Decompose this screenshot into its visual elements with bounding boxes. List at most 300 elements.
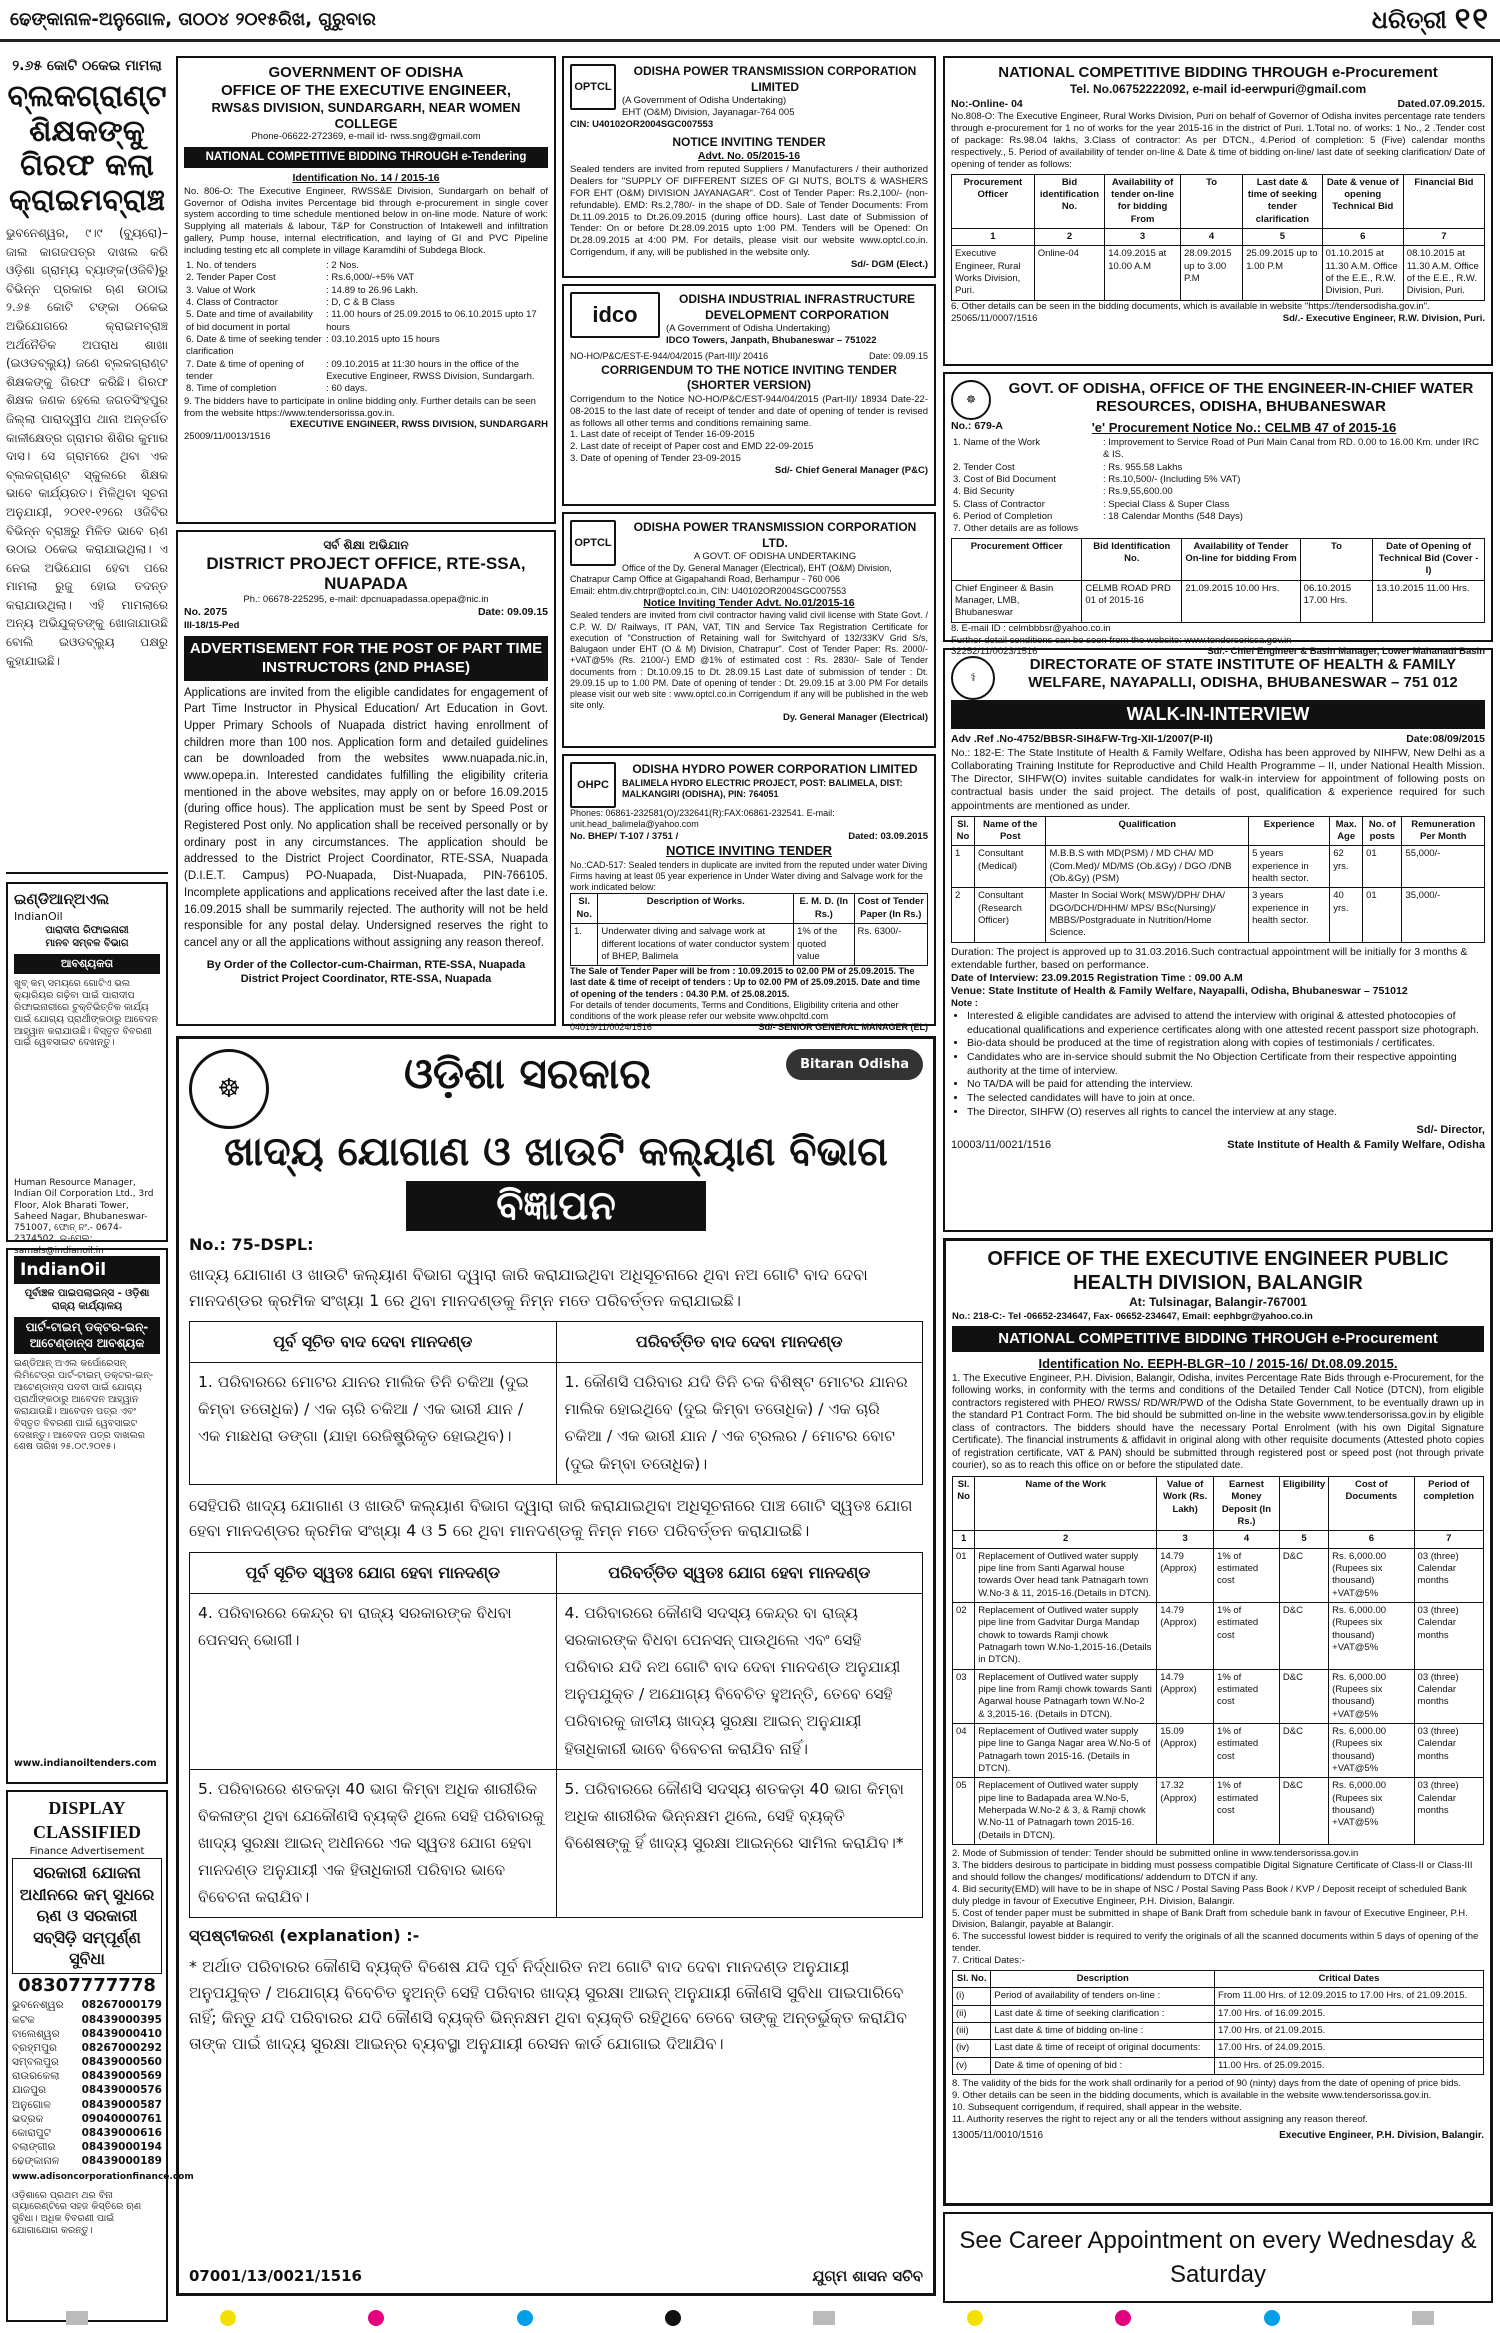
note-item: • Candidates who are in-service should submit the No Objection Certificate from their respective appointing authority at the time of interview. [967,1051,1485,1078]
table-cell: 03 (three) Calendar months [1414,1778,1483,1845]
table-cell: Underwater diving and salvage work at different locations of water conductor system of BHEP, Balimela [598,924,794,966]
odisha-seal-icon: ☸ [951,380,991,420]
table-cell: : Rs. 955.58 Lakhs [1103,461,1183,473]
table-cell: 1. [571,924,598,966]
ad-water-resources [943,372,1493,658]
table-cell: Procurement Officer [952,538,1082,580]
table-cell: 5. Class of Contractor [953,498,1045,510]
table-cell: ପରିବର୍ତ୍ତିତ ସ୍ୱତଃ ଯୋଗ ହେବା ମାନଦଣ୍ଡ [556,1552,923,1593]
table-cell: : 2 Nos. [326,259,359,271]
branch-phone: 08439000616 [81,2126,162,2139]
cls-phone: 08307777778 [18,1975,156,1997]
sihfw-title: DIRECTORATE OF STATE INSTITUTE OF HEALTH & FAMILY WELFARE, NAYAPALLI, ODISHA, BHUBANESWAR – 751 012 [1028,656,1458,691]
ohpc-logo-icon: OHPC [570,762,616,808]
story-headline: ବ୍ଲକଗ୍ରାଣ୍ଟ ଶିକ୍ଷକଙ୍କୁ ଗିରଫ କଲା କ୍ରାଇମବ୍ରାଞ୍ଚ [7,79,167,218]
branch-name: କୋରାପୁଟ [12,2126,51,2139]
branch-phone: 08439000587 [81,2098,162,2111]
rwss-phone: Phone-06622-272369, e-mail id- rwss.sng@gmail.com [251,131,481,143]
io1-l1: ପାରାଦୀପ ରିଫାଇନାରୀ [45,924,129,936]
rwss-l3: RWS&S DIVISION, SUNDARGARH, NEAR WOMEN COLLEGE [211,100,521,131]
table-cell: No. of posts [1363,816,1402,846]
puri-text: No.808-O: The Executive Engineer, Rural Works Division, Puri on behalf of Governor of Odisha invites percentage rate tenders through e-procurement for 1 no of works for the year 2015-16 in the district of Puri. 1.Total no. of works: 1 No., 2 .Tender cost of package: Rs.98.04 lakhs, 3.Class of contractor: As per DTCN., 4.Period of completion: 5 (Five) calendar months respectively., 5. Period of availability of tender on-line & Date & time of bidding on-line/ last date of seeking clarification/ Date of opening of tender as follows: [951,111,1485,170]
table-row [184,383,548,395]
dpo-title: DISTRICT PROJECT OFFICE, RTE-SSA, NUAPADA [206,553,526,593]
dpo-no: No. 2075 [184,606,228,619]
column-right [943,56,1493,2303]
table-cell: 3 years experience in health sector. [1249,888,1330,942]
food-para-2: ସେହିପରି ଖାଦ୍ୟ ଯୋଗାଣ ଓ ଖାଉଟି କଲ୍ୟାଣ ବିଭାଗ ଦ୍ୱାରା ଜାରି କରାଯାଇଥିବା ଅଧିସୂଚନାରେ ପାଞ୍ଚ ଗୋଟି ସ୍ୱତଃ ଯୋଗ ହେବା ମାନଦଣ୍ଡର କ୍ରମିକ ସଂଖ୍ୟା 4 ଓ 5 ରେ ଥିବା ମାନଦଣ୍ଡକୁ ନିମ୍ନ ମତେ ପରିବର୍ତ୍ତନ କରାଯାଇଛି। [189,1495,913,1541]
idco-text: Corrigendum to the Notice NO-HO/P&C/EST-944/04/2015 (Part-II)/ 18934 Date-22-08-2015 to the last date of receipt of tender and date of opening of tender is revised as follows all other terms and conditions remaining same. [570,393,928,429]
table-cell: 5 [1243,228,1322,245]
ad-sihfw-walk-in [943,648,1493,1232]
table-cell: 14.09.2015 at 10.00 A.M [1105,246,1181,300]
table-cell: Description [991,1970,1215,1987]
table-row [951,486,1485,498]
table-cell: Last date & time of seeking tender clarification [1243,174,1322,228]
food-no: No.: 75-DSPL: [189,1235,314,1254]
table-cell: 4 [1180,228,1242,245]
wr-sign: Sd/.- Chief Engineer & Basin Manager, Lower Mahanadi Basin [1207,646,1485,658]
table-cell: 05 [953,1778,975,1845]
io1-brand: ଇଣ୍ଡିଆନ୍‌ଅଏଲ [14,890,110,908]
table-cell: Availability of tender on-line for bidding From [1105,174,1181,228]
optcl2-title: ODISHA POWER TRANSMISSION CORPORATION LTD. [633,520,917,550]
table-cell: 2 [952,888,975,942]
wr-title: GOVT. OF ODISHA, OFFICE OF THE ENGINEER-IN-CHIEF WATER RESOURCES, ODISHA, BHUBANESWAR [1008,380,1474,415]
puri-tel: Tel. No.06752222092, e-mail id-eerwpuri@gmail.com [1069,82,1367,96]
ad-rwss-sundargarh [176,56,556,524]
branch-name: ବଲାଙ୍ଗୀର [12,2141,56,2154]
phd-addr: At: Tulsinagar, Balangir-767001 [1129,1295,1307,1309]
food-sign: ଯୁଗ୍ମ ଶାସନ ସଚିବ [812,2267,923,2285]
ad-display-classified [6,1790,194,2322]
table-cell: ପରିବର୍ତ୍ତିତ ବାଦ ଦେବା ମାନଦଣ୍ଡ [556,1322,923,1363]
table-cell: Online-04 [1034,246,1104,300]
branch-phone: 08439000395 [81,2013,162,2026]
sihfw-sign2: State Institute of Health & Family Welfare, Odisha [1227,1138,1485,1151]
phd-code: 13005/11/0010/1516 [952,2130,1044,2142]
io1-l2: ମାନବ ସମ୍ବଳ ବିଭାଗ [45,937,129,949]
wr-email: 8. E-mail ID : celmbbbsr@yahoo.co.in [951,622,1111,634]
ad-indianoil-2 [6,1248,168,1784]
table-cell: 3. Value of Work [186,284,256,296]
ohpc-code: 04019/11/0024/1516 [570,1022,652,1033]
table-cell: Last date & time of receipt of original documents: [991,2040,1215,2057]
table-cell: Sl. No. [953,1970,991,1987]
table-cell: 7 [1403,228,1484,245]
ohpc-bar: NOTICE INVITING TENDER [665,842,833,858]
table-row [953,2005,1484,2022]
table-row [951,523,1485,535]
table-cell: ପୂର୍ବ ସୂଚିତ ବାଦ ଦେବା ମାନଦଣ୍ଡ [190,1322,557,1363]
note-item: • No TA/DA will be paid for attending the interview. [967,1078,1485,1092]
table-cell: CELMB ROAD PRD 01 of 2015-16 [1082,580,1182,622]
table-cell: Replacement of Outlived water supply pipe line from Gadvitar Durga Mandap chowk to towards Ramji chowk Patnagarh town W.No-1,2015-16.(Details in DTCN). [975,1602,1157,1669]
table-row [953,1548,1484,1602]
branch-phone-row [12,2041,162,2055]
table-cell: Consultant (Research Officer) [975,888,1046,942]
table-cell: Rs. 6,000.00 (Rupees six thousand) +VAT@5% [1329,1669,1414,1723]
brand-name: ଧରିତ୍ରୀ [1371,5,1447,34]
registration-mark [1412,2311,1434,2325]
puri-note: 6. Other details can be seen in the bidding documents, which is available in website "https://tendersodisha.gov.in". [951,300,1430,312]
branch-phone: 08439000189 [81,2155,162,2168]
rwss-sign: EXECUTIVE ENGINEER, RWSS DIVISION, SUNDARGARH [290,419,548,431]
table-cell: 17.00 Hrs. of 24.09.2015. [1215,2040,1484,2057]
table-cell: Earnest Money Deposit (In Rs.) [1214,1476,1280,1530]
table-row [184,297,548,309]
table-cell: Value of Work (Rs. Lakh) [1157,1476,1214,1530]
optcl1-bar: NOTICE INVITING TENDER [672,134,826,149]
table-cell: (iii) [953,2022,991,2039]
term-item: 9. Other details can be seen in the bidding documents, which is available in the website www.tendersorissa.gov.in. [952,2089,1432,2101]
table-cell: Executive Engineer, Rural Works Division, Puri. [952,246,1035,300]
table-cell: 4. ପରିବାରରେ କୌଣସି ସଦସ୍ୟ କେନ୍ଦ୍ର ବା ରାଜ୍ୟ ସରକାରଙ୍କ ବିଧବା ପେନସନ୍‌ ପାଉଥିଲେ ଏବଂ ସେହି ପରିବାର ଯଦି ନଅ ଗୋଟି ବାଦ ଦେବା ମାନଦଣ୍ଡ ଅନୁଯାୟୀ ଅନୁପଯୁକ୍ତ / ଅଯୋଗ୍ୟ ବିବେଚିତ ହୁଅନ୍ତି, ତେବେ ସେହି ପରିବାରକୁ ଜାତୀୟ ଖାଦ୍ୟ ସୁରକ୍ଷା ଆଇନ୍‌ ଅନୁଯାୟୀ ହିତାଧିକାରୀ ଭାବେ ବିବେଚନା କରାଯିବ ନାହିଁ। [556,1593,923,1769]
food-notice-label: ବିଜ୍ଞାପନ [406,1181,706,1231]
table-row [951,474,1485,486]
branch-phone: 08267000179 [81,1999,162,2012]
table-row [953,1602,1484,1669]
branch-phone-row [12,2154,162,2168]
branch-phone: 08267000292 [81,2041,162,2054]
ohpc-sub: BALIMELA HYDRO ELECTRIC PROJECT, POST: BALIMELA, DIST: MALKANGIRI (ODISHA), PIN: 764051 [622,777,903,799]
table-cell: : Special Class & Super Class [1103,498,1230,510]
branch-name: ଢେଙ୍କାନାଳ [12,2155,60,2168]
branch-phone: 08439000410 [81,2027,162,2040]
food-expl: * ଅର୍ଥାତ ପରିବାରର କୌଣସି ବ୍ୟକ୍ତି ବିଶେଷ ଯଦି ପୂର୍ବ ନିର୍ଦ୍ଧାରିତ ନଅ ଗୋଟି ବାଦ ଦେବା ମାନଦଣ୍ଡ ଅନୁଯାୟୀ ଅନୁପଯୁକ୍ତ / ଅଯୋଗ୍ୟ ବିବେଚିତ ହୁଅନ୍ତି ସେହି ପରିବାର ଖାଦ୍ୟ ସୁରକ୍ଷା ଆଇନ୍‌ ଅନୁଯାୟୀ କୌଣସି ସୁବିଧା ପାଇପାରିବେ ନାହିଁ; କିନ୍ତୁ ଯଦି ପରିବାରର ଯଦି କୌଣସି ବ୍ୟକ୍ତି ଭିନ୍ନକ୍ଷମ ଥିବା ବ୍ୟକ୍ତି ରହିଥିବେ ତେବେ ତାଙ୍କୁ ଅନ୍ତର୍ଭୁକ୍ତ କରାଯିବ ତାଙ୍କ ପାଇଁ ଖାଦ୍ୟ ସୁରକ୍ଷା ଆଇନ୍‌ର ବ୍ୟବସ୍ଥା ଅନୁଯାୟୀ ରେସନ କାର୍ଡ ଯୋଗାଇ ଦିଆଯିବ। [189,1957,907,2054]
table-cell: Eligibility [1279,1476,1328,1530]
io2-brand: IndianOil [14,1256,160,1284]
optcl1-sub2: EHT (O&M) Division, Jayanagar-764 005 [622,107,795,119]
table-cell: : 60 days. [326,383,368,395]
story-kicker: ୨.୬୫ କୋଟି ଠକେଇ ମାମଲା [12,58,162,74]
sihfw-code: 10003/11/0021/1516 [951,1138,1052,1151]
table-cell: 03 (three) Calendar months [1414,1548,1483,1602]
table-row [184,309,548,334]
table-cell: 1. Name of the Work [953,436,1040,448]
note-item: • The selected candidates will have to join at once. [967,1092,1485,1106]
table-cell: 6 [1329,1531,1414,1548]
table-cell: Last date & time of bidding on-line : [991,2022,1215,2039]
branch-name: ଯାଜପୁର [12,2084,46,2097]
registration-dot-magenta [1115,2310,1131,2326]
branch-name: କଟକ [12,2013,35,2026]
table-cell: 5 [1279,1531,1328,1548]
table-cell: : 14.89 to 26.96 Lakh. [326,284,418,296]
table-cell: 14.79 (Approx) [1157,1602,1214,1669]
table-cell: (v) [953,2057,991,2074]
table-cell: D&C [1279,1602,1328,1669]
idco-ref: NO-HO/P&C/EST-E-944/04/2015 (Part-III)/ 20416 [570,350,769,361]
table-cell: Replacement of Outlived water supply pipe line from Ramji chowk towards Santi Agarwal house Patnagarh town W.No-2 & 3,2015-16. (Details in DTCN). [975,1669,1157,1723]
branch-phone: 09040000761 [81,2112,162,2125]
table-cell: : 03.10.2015 upto 15 hours [326,333,440,345]
table-cell: Cost of Documents [1329,1476,1414,1530]
registration-mark [813,2311,835,2325]
io2-l1: ପୂର୍ବାଞ୍ଚଳ ପାଇପଲାଇନ୍ସ - ଓଡ଼ିଶା ରାଜ୍ୟ କାର୍ଯ୍ୟାଳୟ [24,1288,150,1313]
table-cell: 03 (three) Calendar months [1414,1602,1483,1669]
term-item: 10. Subsequent corrigendum, if required, shall appear in the website. [952,2101,1242,2113]
table-cell: 55,000/- [1402,846,1485,888]
table-cell: Replacement of Outlived water supply pipe line to Ganga Nagar area W.No-5 of Patnagarh town 2015-16. (Details in DTCN). [975,1724,1157,1778]
idco-sub: (A Government of Odisha Undertaking) [666,323,831,335]
io2-bar: ପାର୍ଟ-ଟାଇମ୍‌ ଡକ୍ଟର-ଇନ୍‌-ଆଟେଣ୍ଡାନ୍ସ ଆବଶ୍ୟକ [14,1317,160,1354]
branch-name: ଭଦ୍ରକ [12,2112,44,2125]
table-row [952,580,1485,622]
food-dept-title: ଖାଦ୍ୟ ଯୋଗାଣ ଓ ଖାଉଟି କଲ୍ୟାଣ ବିଭାଗ [224,1129,888,1175]
branch-phone-row [12,2055,162,2069]
optcl1-sub1: (A Government of Odisha Undertaking) [622,95,787,107]
table-cell: Date of Opening of Technical Bid (Cover - I) [1373,538,1485,580]
optcl1-title: ODISHA POWER TRANSMISSION CORPORATION LIMITED [633,64,917,94]
optcl2-sign: Dy. General Manager (Electrical) [782,711,928,723]
table-cell: Remuneration Per Month [1402,816,1485,846]
ad-dpo-nuapada [176,530,556,1026]
phd-no: No.: 218-C:- [952,1310,1006,1322]
table-cell: Description of Works. [598,894,794,924]
table-cell: Rs. 6,000.00 (Rupees six thousand) +VAT@5% [1329,1724,1414,1778]
table-cell: 03 (three) Calendar months [1414,1669,1483,1723]
table-cell: Last date & time of seeking clarification : [991,2005,1215,2022]
rwss-ident: Identification No. 14 / 2015-16 [292,172,440,184]
table-cell: 3 [1157,1531,1214,1548]
idco-title: ODISHA INDUSTRIAL INFRASTRUCTURE DEVELOPMENT CORPORATION [679,292,915,322]
table-cell: Bid Identification No. [1082,538,1182,580]
phd-bar: NATIONAL COMPETITIVE BIDDING THROUGH e-Procurement [952,1326,1484,1352]
table-cell: 01 [1363,846,1402,888]
phd-terms [952,1848,1484,1967]
table-cell: 1 [952,846,975,888]
table-cell: 1% of the quoted value [794,924,854,966]
wr-schedule-table [951,538,1485,623]
dpo-sign1: By Order of the Collector-cum-Chairman, RTE-SSA, Nuapada [206,958,526,971]
table-header-row [190,1322,923,1363]
optcl1-sign: Sd/- DGM (Elect.) [850,259,928,271]
cls-sub: Finance Advertisement [29,1845,145,1857]
table-row [953,1988,1484,2005]
table-cell: (iv) [953,2040,991,2057]
branch-phone: 08439000560 [81,2056,162,2069]
table-cell: Max. Age [1330,816,1363,846]
puri-schedule-table [951,174,1485,301]
table-cell: 6. Period of Completion [953,510,1053,522]
optcl-logo-icon: OPTCL [570,64,616,110]
branch-name: ଭୁବନେଶ୍ୱର [12,1999,64,2012]
brand [1372,2,1490,37]
rwss-text: No. 806-O: The Executive Engineer, RWSS&E Division, Sundargarh on behalf of Governor of Odisha invites Percentage bid through e-procurement in single cover system according to time schedule mentioned below in on-line mode. Nature of work: Supplying all materials & labour, T&P for Construction of Intakewell and infiltration gallery, Pump house, internal electrification, and laying of GI and PVC Pipeline including testing etc all complete in village Karamdihi of Subdega Block. [184,185,548,257]
table-cell: Bid identification No. [1034,174,1104,228]
ad-optcl-jayanagar [562,56,936,278]
table-cell: Date & time of opening of bid : [991,2057,1215,2074]
table-cell: Replacement of Outlived water supply pipe line from Santi Agarwal house towards Over head tank Patnagarh town W.No-3 & 11, 2015-16.(Details in DTCN). [975,1548,1157,1602]
term-item: 2. Mode of Submission of tender: Tender should be submitted online in www.tendersorissa.gov.in [952,1848,1359,1860]
branch-phone: 08439000194 [81,2141,162,2154]
registration-dot-cyan [517,2310,533,2326]
table-number-row [952,228,1485,245]
table-cell: 1% of estimated cost [1214,1669,1280,1723]
table-row [953,2022,1484,2039]
table-cell: 1. ପରିବାରରେ ମୋଟର ଯାନର ମାଲିକ ତିନି ଚକିଆ (ଦୁଇ କିମ୍ବା ତତୋଧିକ) / ଏକ ଚାରି ଚକିଆ / ଏକ ଭାରୀ ଯାନ / ଏକ ମାଛଧରା ଡଙ୍ଗା (ଯାହା ରେଜିଷ୍ଟ୍ରିକୃତ ହୋଇଥିବ)। [190,1363,557,1485]
wr-code: 32252/11/0023/1516 [951,646,1038,658]
table-cell: 5. Date and time of availability of bid document in portal [186,309,313,333]
registration-dot-black [665,2310,681,2326]
table-cell: 02 [953,1602,975,1669]
ohpc-note: For details of tender documents, Terms and Conditions, Eligibility criteria and other conditions of the work please refer our website www.ohpcltd.com [570,999,899,1022]
branch-phone-row [12,2027,162,2041]
table-cell: 17.00 Hrs. of 16.09.2015. [1215,2005,1484,2022]
sihfw-duration: Duration: The project is approved up to 31.03.2016.Such contractual appointment will be initially for 3 months & extendable further, based on performance. [951,945,1468,971]
table-row [952,246,1485,300]
branch-phone-row [12,2083,162,2097]
table-row [953,1669,1484,1723]
term-item: 8. The validity of the bids for the work shall ordinarily for a period of 90 (ninty) days from the date of opening of price bids. [952,2077,1461,2089]
table-cell: : Rs.6,000/-+5% VAT [326,272,415,284]
table-cell: 1. No. of tenders [186,259,257,271]
table-cell: 6 [1322,228,1403,245]
optcl1-advt: Advt. No. 05/2015-16 [697,150,801,163]
table-header-row [953,1970,1484,1987]
ad-rw-puri [943,56,1493,366]
food-gov-title: ଓଡ଼ିଶା ସରକାର [403,1049,652,1098]
ohpc-title: ODISHA HYDRO POWER CORPORATION LIMITED [632,762,918,776]
table-cell: 2 [1034,228,1104,245]
food-inclusion-table [189,1552,923,1918]
table-cell: D&C [1279,1548,1328,1602]
ad-idco [562,284,936,506]
table-cell: To [1300,538,1373,580]
term-item: 4. Bid security(EMD) will have to be in shape of NSC / Postal Saving Pass Book / KVP / Deposit receipt of scheduled Bank duly pledge in favour of Executive Engineer, P.H. Division, Balangir. [952,1883,1467,1907]
io2-text: ଇଣ୍ଡିଆନ୍‌ ଅଏଲ କର୍ପୋରେସନ୍‌ ଲିମିଟେଡ୍‌ର ପାର୍ଟ-ଟାଇମ୍‌ ଡକ୍ଟର-ଇନ୍‌-ଆଟେଣ୍ଡାନ୍ସ ପଦବୀ ପାଇଁ ଯୋଗ୍ୟ ପ୍ରାର୍ଥୀଙ୍କଠାରୁ ଆବେଦନ ଆହ୍ୱାନ କରାଯାଉଛି। ଆବେଦନ ପତ୍ର ଏବଂ ବିସ୍ତୃତ ବିବରଣୀ ପାଇଁ ୱେବସାଇଟ ଦେଖନ୍ତୁ। ଆବେଦନ ପତ୍ର ଦାଖଲର ଶେଷ ତାରିଖ ୨୫.୦୯.୨୦୧୫। [14,1358,154,1453]
sihfw-text: No.: 182-E: The State Institute of Health & Family Welfare, Odisha has been approved by NIHFW, New Delhi as a Collaborating Training Institute for Reproductive and Child Health Programme – II, under National Health Mission. The Director, SIHFW(O) invites suitable candidates for walk-in interview for appointment of following posts on contractual basis under the said project. The details of post, qualification & experience required for such appointments are mentioned as under. [951,747,1485,812]
table-cell: To [1180,174,1242,228]
food-exclusion-table [189,1321,923,1485]
table-cell: Procurement Officer [952,174,1035,228]
idco-addr: IDCO Towers, Janpath, Bhubaneswar – 751022 [666,335,877,347]
table-cell: 4. ପରିବାରରେ କେନ୍ଦ୍ର ବା ରାଜ୍ୟ ସରକାରଙ୍କ ବିଧବା ପେନସନ୍‌ ଭୋଗୀ। [190,1593,557,1769]
table-cell: 7. Date & time of opening of tender [186,358,304,382]
branch-name: ଅନୁଗୋଳ [12,2098,51,2111]
table-cell: Qualification [1046,816,1249,846]
table-row [190,1363,923,1485]
sihfw-notes [951,1010,1485,1119]
table-cell: 6. Date & time of seeking tender clarification [186,333,322,358]
story-body: ଭୁବନେଶ୍ୱର, ୯।୯ (ବ୍ୟୁରୋ)– ଜାଲ କାଗଜପତ୍ର ଦାଖଲ କରି ଓଡ଼ିଶା ଗ୍ରାମ୍ୟ ବ୍ୟାଙ୍କ(ଓଜିବି)ରୁ ବିଭିନ୍ନ ପ୍ରକାର ଋଣ ଉଠାଇ ୨.୬୫ କୋଟି ଟଙ୍କା ଠକେଇ ଅଭିଯୋଗରେ କ୍ରାଇମବ୍ରାଞ୍ଚ ଅର୍ଥନୈତିକ ଅପରାଧ ଶାଖା (ଇଓଡବ୍ଲ୍ୟୁ) ଜଣେ ବ୍ଲକଗ୍ରାଣ୍ଟ ଶିକ୍ଷକଙ୍କୁ ଗିରଫ କରିଛି। ଗିରଫ ଶିକ୍ଷକ ଜଣକ ହେଲେ ଜଗତସିଂହପୁର ଜିଲ୍ଲା ପାରାଦ୍ୱୀପ ଥାନା ଅନ୍ତର୍ଗତ କାଳୀକ୍ଷେତ୍ର ଗ୍ରାମର ଶିଶିର କୁମାର ଦାସ। ସେ ଗ୍ରାମରେ ଥିବା ଏକ ବ୍ଲକଗ୍ରାଣ୍ଟ ସ୍କୁଲରେ ଶିକ୍ଷକ ଭାବେ କାର୍ଯ୍ୟରତ। ମିଳିଥିବା ସୂଚନା ଅନୁଯାୟୀ, ୨୦୧୧-୧୨ରେ ଓଜିବିର ବିଭିନ୍ନ ବ୍ରାଞ୍ଚରୁ ମିଳିତ ଭାବେ ଋଣ ଉଠାଇ ଠକେଇ କରାଯାଇଥିଲା। ଏ ନେଇ ଅଭିଯୋଗ ହେବା ପରେ ମାମଲା ରୁଜୁ ହୋଇ ତଦନ୍ତ କରାଯାଉଥିଲା। ଏହି ମାମଲାରେ ଅନ୍ୟ ଅଭିଯୁକ୍ତଙ୍କୁ ଖୋଜାଯାଉଛି ବୋଲି ଇଓଡବ୍ଲ୍ୟୁ ପକ୍ଷରୁ କୁହାଯାଇଛି। [6,226,168,668]
column-2 [176,56,556,1032]
table-cell: 01.10.2015 at 11.30 A.M. Office of the E.E., R.W. Division, Puri. [1322,246,1403,300]
io1-bar: ଆବଶ୍ୟକତା [14,954,160,974]
career-appointment-banner: See Career Appointment on every Wednesday & Saturday [943,2212,1493,2303]
registration-dot-magenta [368,2310,384,2326]
idco-p2: 2. Last date of receipt of Paper cost and EMD 22-09-2015 [570,441,814,453]
table-row [953,2057,1484,2074]
io1-company: Human Resource Manager, Indian Oil Corporation Ltd., 3rd Floor, Alok Bharati Tower, Saheed Nagar, Bhubaneswar-751007, ଫୋନ୍‌ ନଂ.- 0674-2374502, ଇ-ମେଲ: samals@indianoil.in [14,1178,154,1256]
table-cell: 03 [953,1669,975,1723]
table-cell: Rs. 6,000.00 (Rupees six thousand) +VAT@5% [1329,1548,1414,1602]
table-row [951,462,1485,474]
table-cell: 2. Tender Paper Cost [186,272,276,284]
bitaran-badge: Bitaran Odisha [786,1049,923,1080]
ohpc-sign: Sd/- SENIOR GENERAL MANAGER (EL) [758,1022,928,1033]
table-cell: : 09.10.2015 at 11:30 hours in the office of the Executive Engineer, RWSS Division, Sundargarh. [326,358,535,382]
table-cell: From 11.00 Hrs. of 12.09.2015 to 17.00 Hrs. of 21.09.2015. [1215,1988,1484,2005]
table-number-row [953,1531,1484,1548]
sihfw-date: Date:08/09/2015 [1406,733,1485,746]
table-cell: D&C [1279,1778,1328,1845]
table-cell: 13.10.2015 11.00 Hrs. [1373,580,1485,622]
table-cell: 1 [952,228,1035,245]
idco-logo-icon: idco [570,292,660,338]
dpo-date: Date: 09.09.15 [477,606,548,619]
table-header-row [953,1476,1484,1530]
table-row [184,334,548,359]
branch-phone-row [12,2069,162,2083]
idco-p1: 1. Last date of receipt of Tender 16-09-2015 [570,429,755,441]
sihfw-ref: Adv .Ref .No-4752/BBSR-SIH&FW-Trg-XII-1/2007(P-II) [951,733,1213,746]
table-cell: Rs. 6300/- [854,924,927,966]
cls-big: ସରକାରୀ ଯୋଜନା ଅଧୀନରେ କମ୍‌ ସୁଧରେ ଋଣ ଓ ସରକାରୀ ସବ୍‌ସିଡ଼ି ସମ୍ପୂର୍ଣ୍ଣ ସୁବିଧା [12,1858,162,1974]
idco-sign: Sd/- Chief General Manager (P&C) [774,465,928,477]
branch-phone-row [12,2098,162,2112]
branch-name: ରାଉରକେଲା [12,2070,60,2083]
sihfw-sign1: Sd/- Director, [1416,1124,1485,1137]
table-row [571,924,928,966]
ohpc-work-table [570,893,928,966]
term-item: 7. Critical Dates:- [952,1955,1025,1967]
ad-food-supply-department [176,1036,936,2296]
branch-name: ବାଲେଶ୍ୱର [12,2027,60,2040]
ad-indianoil-1 [6,882,168,1256]
odisha-emblem-icon: ☸ [189,1049,269,1129]
term-item: 5. Cost of tender paper must be submitted in shape of Bank Draft from schedule bank in favour of Executive Engineer, P.H. Division, Balangir, payable at Balangir. [952,1907,1468,1931]
table-cell: 08.10.2015 at 11.30 A.M. Office of the E.E., R.W. Division, Puri. [1403,246,1484,300]
phd-terms-2 [952,2078,1484,2126]
table-row [184,272,548,284]
branch-phone-row [12,2126,162,2140]
table-cell: 14.79 (Approx) [1157,1669,1214,1723]
branch-phone-row [12,2013,162,2027]
ohpc-no: No. BHEP/ T-107 / 3751 / [570,830,679,842]
table-cell: 4. Class of Contractor [186,296,278,308]
table-cell: 7. Other details are as follows [953,523,1079,535]
table-cell: 7 [1414,1531,1483,1548]
masthead-strip [0,0,1500,42]
page-number: ୧୧ [1454,2,1490,37]
branch-phone: 08439000576 [81,2084,162,2097]
table-cell: Critical Dates [1215,1970,1484,1987]
wr-no: No.: 679-A [951,420,1003,432]
table-cell: Sl. No [952,816,975,846]
table-cell: 01 [953,1548,975,1602]
phd-tel: Tel -06652-234647, Fax- 06652-234647, Email: eephbgr@yahoo.co.in [1007,1310,1313,1322]
table-cell: Name of the Post [975,816,1046,846]
cls-title: DISPLAY CLASSIFIED [32,1798,142,1843]
table-cell: Name of the Work [975,1476,1157,1530]
table-cell: Cost of Tender Paper (In Rs.) [854,894,927,924]
table-cell: 4 [1214,1531,1280,1548]
branch-phone: 08439000569 [81,2070,162,2083]
optcl1-text: Sealed tenders are invited from reputed Suppliers / Manufacturers / their authorized Dealers for "SUPPLY OF DIFFERENT SIZES OF GI NUTS, BOLTS & WASHERS FOR EHT (O&M) DIVISION JAYANAGAR". Cost of Tender Paper: Rs.2,100/- (non-refundable). EMD: Rs.2,780/- in the shape of DD. Sale of Tender Documents: From Dt.11.09.2015 to Dt.26.09.2015 (during office hours). Last date of Submission of Tender: On or before Dt.28.09.2015 upto 1:00 PM. Tenders will be Opened: On Dt.28.09.2015 at 4:00 PM. For details, please visit our website www.optcl.co.in. Corrigendum, if any, will be published in the website only. [570,164,928,259]
table-cell: Sl. No [953,1476,975,1530]
table-cell [1101,523,1485,535]
table-cell: 5. ପରିବାରରେ କୌଣସି ସଦସ୍ୟ ଶତକଡ଼ା 40 ଭାଗ କିମ୍ବା ଅଧିକ ଶାରୀରିକ ଭିନ୍ନକ୍ଷମ ଥିଲେ, ସେହି ବ୍ୟକ୍ତି ବିଶେଷଙ୍କୁ ହିଁ ଖାଦ୍ୟ ସୁରକ୍ଷା ଆଇନ୍‌ରେ ସାମିଲ କରାଯିବ।* [556,1769,923,1918]
cls-branch-list [12,1998,162,2168]
table-cell: Date & venue of opening Technical Bid [1322,174,1403,228]
ad-phd-balangir [943,1238,1493,2206]
cls-web: www.adisoncorporationfinance.com [12,2172,194,2183]
dpo-org: ସର୍ବ ଶିକ୍ଷା ଅଭିଯାନ [323,538,409,552]
wr-notice: 'e' Procurement Notice No.: CELMB 47 of 2015-16 [1091,420,1397,435]
table-row [951,437,1485,462]
